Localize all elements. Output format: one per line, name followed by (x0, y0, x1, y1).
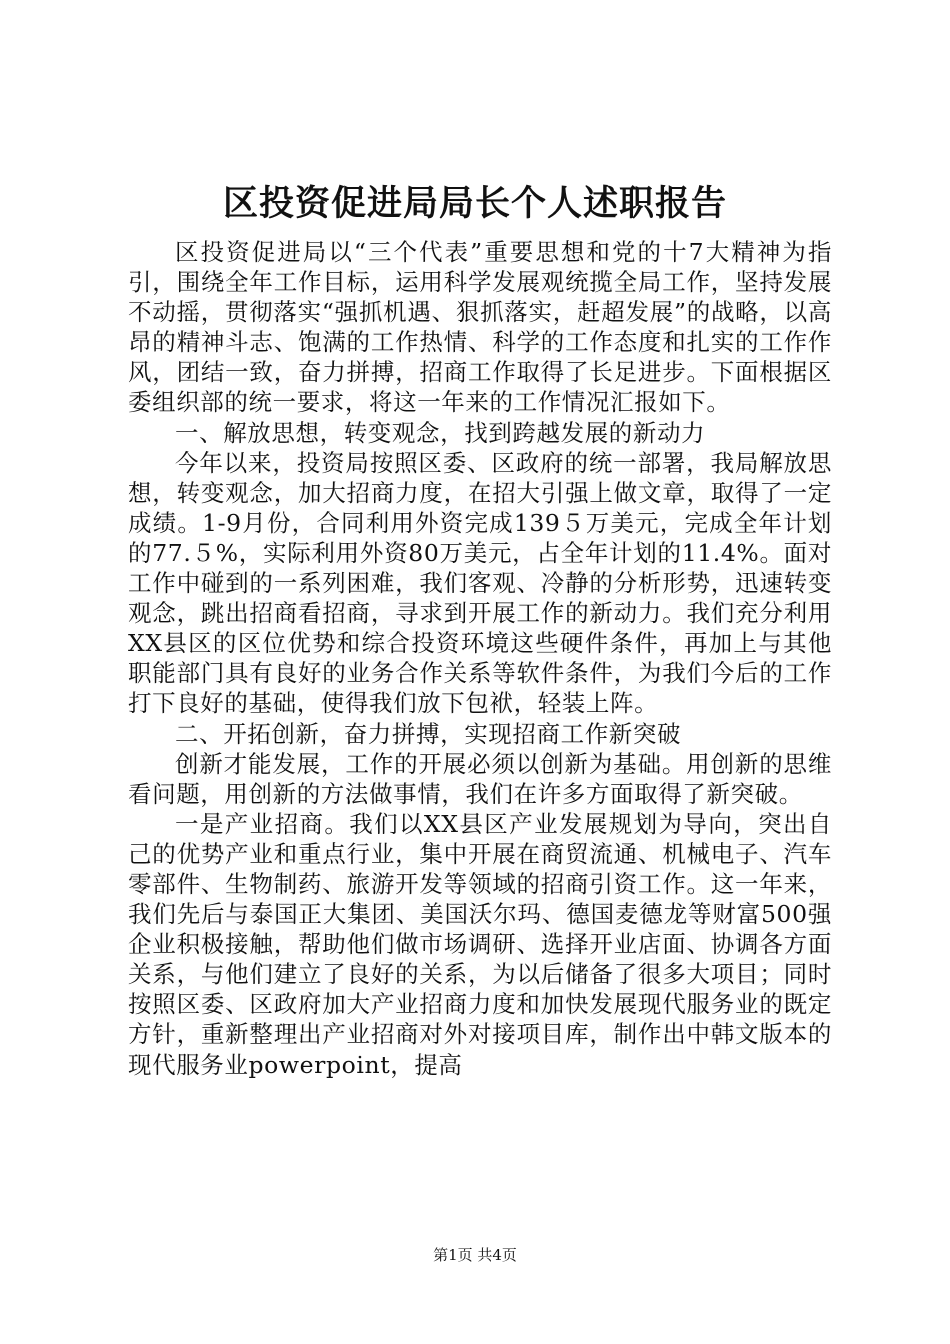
document-title: 区投资促进局局长个人述职报告 (222, 183, 727, 224)
section-2-paragraph: 创新才能发展，工作的开展必须以创新为基础。用创新的思维看问题，用创新的方法做事情，我们在许多方面取得了新突破。 (128, 749, 832, 808)
intro-paragraph: 区投资促进局以“三个代表”重要思想和党的十7大精神为指引，围绕全年工作目标，运用科学发展观统揽全局工作，坚持发展不动摇，贯彻落实“强抓机遇、狠抓落实，赶超发展”的战略，以高昂的精神斗志、饱满的工作热情、科学的工作态度和扎实的工作作风，团结一致，奋力拼搏，招商工作取得了长足进步。下面根据区委组织部的统一要求，将这一年来的工作情况汇报如下。 (128, 238, 832, 417)
industry-investment-paragraph: 一是产业招商。我们以XX县区产业发展规划为导向，突出自己的优势产业和重点行业，集中开展在商贸流通、机械电子、汽车零部件、生物制药、旅游开发等领域的招商引资工作。这一年来，我们先后与泰国正大集团、美国沃尔玛、德国麦德龙等财富500强企业积极接触，帮助他们做市场调研、选择开业店面、协调各方面关系，与他们建立了良好的关系，为以后储备了很多大项目；同时按照区委、区政府加大产业招商力度和加快发展现代服务业的既定方针，重新整理出产业招商对外对接项目库，制作出中韩文版本的现代服务业powerpoint，提高 (128, 809, 832, 1079)
document-body (128, 237, 832, 1080)
section-heading-2: 二、开拓创新，奋力拼搏，实现招商工作新突破 (175, 719, 682, 748)
section-1-paragraph: 今年以来，投资局按照区委、区政府的统一部署，我局解放思想，转变观念，加大招商力度，在招大引强上做文章，取得了一定成绩。1-9月份，合同利用外资完成139５万美元，完成全年计划的77.５%，实际利用外资80万美元，占全年计划的11.4%。面对工作中碰到的一系列困难，我们客观、冷静的分析形势，迅速转变观念，跳出招商看招商，寻求到开展工作的新动力。我们充分利用XX县区的区位优势和综合投资环境这些硬件条件，再加上与其他职能部门具有良好的业务合作关系等软件条件，为我们今后的工作打下良好的基础，使得我们放下包袱，轻装上阵。 (128, 448, 832, 718)
page-footer: 第1页 共4页 (433, 1246, 517, 1264)
section-heading-1: 一、解放思想，转变观念，找到跨越发展的新动力 (175, 418, 706, 447)
